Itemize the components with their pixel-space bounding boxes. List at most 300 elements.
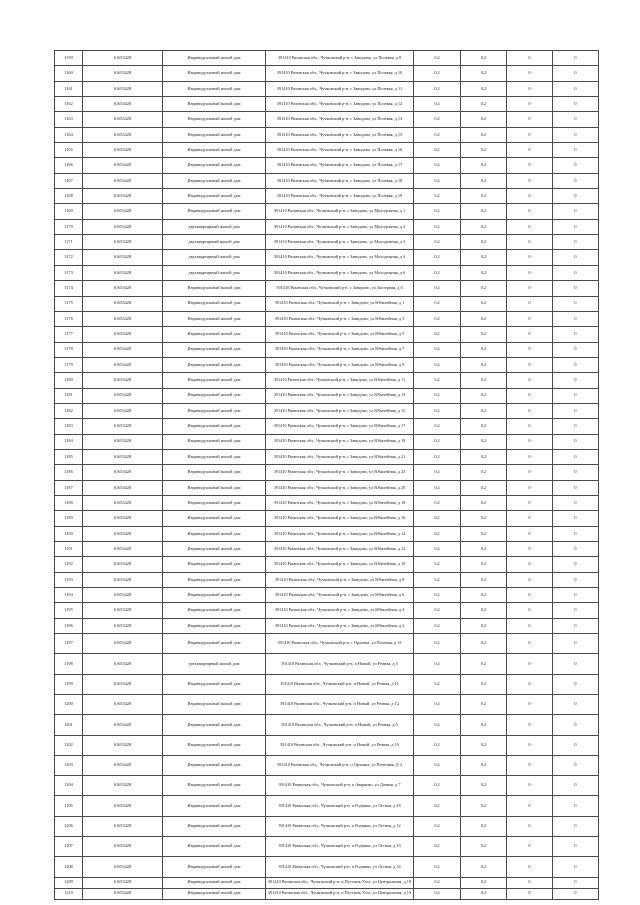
row-number-cell: 1162	[55, 97, 83, 112]
value-c-cell: 0	[507, 265, 553, 280]
oktmo-code-cell: 61653428	[83, 327, 163, 342]
value-d-cell: 0	[553, 327, 599, 342]
value-b-cell: 0,2	[461, 265, 507, 280]
value-d-cell: 0	[553, 373, 599, 388]
value-c-cell: 0	[507, 877, 553, 888]
value-a-cell: 0,2	[414, 250, 461, 265]
value-a-cell: 0,2	[414, 173, 461, 188]
value-d-cell: 0	[553, 465, 599, 480]
oktmo-code-cell: 61653428	[83, 542, 163, 557]
oktmo-code-cell: 61653428	[83, 143, 163, 158]
value-b-cell: 0,2	[461, 51, 507, 66]
oktmo-code-cell: 61653428	[83, 189, 163, 204]
table-row	[55, 373, 599, 388]
value-b-cell: 0,2	[461, 373, 507, 388]
value-c-cell: 0	[507, 572, 553, 587]
table-row	[55, 816, 599, 836]
oktmo-code-cell: 61653428	[83, 755, 163, 775]
oktmo-code-cell: 61653428	[83, 342, 163, 357]
row-number-cell: 1191	[55, 542, 83, 557]
address-cell: 391410 Рязанская обл., Чучковский р-н, п Родники, ул Лесная, д 13	[266, 837, 414, 857]
value-b-cell: 0,2	[461, 735, 507, 755]
oktmo-code-cell: 61653428	[83, 403, 163, 418]
value-c-cell: 0	[507, 449, 553, 464]
document-page	[54, 50, 598, 900]
value-a-cell: 0,2	[414, 434, 461, 449]
address-cell: 391410 Рязанская обл., Чучковский р-н, с Завидово, ул Полевая, д 10	[266, 66, 414, 81]
address-cell: 391410 Рязанская обл., Чучковский р-н, с Завидово, ул Юбилейная, д 15	[266, 403, 414, 418]
address-cell: 391410 Рязанская обл., Чучковский р-н, с Орловка, ул Полевая, д 13	[266, 634, 414, 654]
building-type-cell: Индивидуальный жилой дом	[163, 419, 266, 434]
value-b-cell: 0,2	[461, 816, 507, 836]
value-c-cell: 0	[507, 81, 553, 96]
row-number-cell: 1177	[55, 327, 83, 342]
row-number-cell: 1198	[55, 654, 83, 674]
oktmo-code-cell: 61653428	[83, 572, 163, 587]
building-type-cell: Индивидуальный жилой дом	[163, 327, 266, 342]
oktmo-code-cell: 61653428	[83, 480, 163, 495]
building-type-cell: Индивидуальный жилой дом	[163, 755, 266, 775]
value-c-cell: 0	[507, 654, 553, 674]
table-row	[55, 495, 599, 510]
value-d-cell: 0	[553, 495, 599, 510]
value-b-cell: 0,2	[461, 143, 507, 158]
address-cell: 391410 Рязанская обл., Чучковский р-н, с Завидово, ул Юбилейная, д 10	[266, 557, 414, 572]
table-row	[55, 796, 599, 816]
value-c-cell: 0	[507, 495, 553, 510]
value-d-cell: 0	[553, 694, 599, 714]
table-row	[55, 281, 599, 296]
building-type-cell: Индивидуальный жилой дом	[163, 816, 266, 836]
address-cell: 391410 Рязанская обл., Чучковский р-н, п Новый, ул Речная, д 3	[266, 654, 414, 674]
value-c-cell: 0	[507, 634, 553, 654]
row-number-cell: 1185	[55, 449, 83, 464]
oktmo-code-cell: 61653428	[83, 204, 163, 219]
table-row	[55, 204, 599, 219]
oktmo-code-cell: 61653428	[83, 857, 163, 877]
table-row	[55, 755, 599, 775]
building-type-cell: Индивидуальный жилой дом	[163, 311, 266, 326]
value-a-cell: 0,2	[414, 219, 461, 234]
building-type-cell: Индивидуальный жилой дом	[163, 888, 266, 899]
address-cell: 391410 Рязанская обл., Чучковский р-н, с Завидово, ул Заозерная, д 6	[266, 281, 414, 296]
value-d-cell: 0	[553, 97, 599, 112]
address-cell: 391410 Рязанская обл., Чучковский р-н, с Завидово, ул Юбилейная, д 1	[266, 296, 414, 311]
table-row	[55, 526, 599, 541]
address-cell: 391410 Рязанская обл., Чучковский р-н, с Завидово, ул Полевая, д 12	[266, 97, 414, 112]
table-row	[55, 634, 599, 654]
value-a-cell: 0,2	[414, 465, 461, 480]
table-row	[55, 674, 599, 694]
oktmo-code-cell: 61653428	[83, 219, 163, 234]
value-c-cell: 0	[507, 281, 553, 296]
value-c-cell: 0	[507, 715, 553, 735]
value-a-cell: 0,2	[414, 526, 461, 541]
table-row	[55, 735, 599, 755]
row-number-cell: 1200	[55, 694, 83, 714]
value-c-cell: 0	[507, 219, 553, 234]
value-a-cell: 0,2	[414, 311, 461, 326]
table-row	[55, 158, 599, 173]
address-cell: 391410 Рязанская обл., Чучковский р-н, п Новый, ул Речная, д 5	[266, 715, 414, 735]
value-a-cell: 0,2	[414, 97, 461, 112]
building-type-cell: Индивидуальный жилой дом	[163, 97, 266, 112]
value-d-cell: 0	[553, 189, 599, 204]
value-d-cell: 0	[553, 219, 599, 234]
value-b-cell: 0,2	[461, 403, 507, 418]
value-d-cell: 0	[553, 204, 599, 219]
value-c-cell: 0	[507, 542, 553, 557]
building-type-cell: Индивидуальный жилой дом	[163, 189, 266, 204]
row-number-cell: 1189	[55, 511, 83, 526]
building-type-cell: Индивидуальный жилой дом	[163, 588, 266, 603]
address-cell: 391410 Рязанская обл., Чучковский р-н, с Завидово, ул Молодежная, д 3	[266, 235, 414, 250]
address-cell: 391410 Рязанская обл., Чучковский р-н, с Завидово, ул Юбилейная, д 2	[266, 618, 414, 633]
table-row	[55, 51, 599, 66]
row-number-cell: 1206	[55, 816, 83, 836]
value-a-cell: 0,2	[414, 694, 461, 714]
value-b-cell: 0,2	[461, 66, 507, 81]
value-d-cell: 0	[553, 342, 599, 357]
value-a-cell: 0,2	[414, 634, 461, 654]
value-d-cell: 0	[553, 877, 599, 888]
value-a-cell: 0,2	[414, 342, 461, 357]
value-a-cell: 0,2	[414, 776, 461, 796]
oktmo-code-cell: 61653428	[83, 618, 163, 633]
value-a-cell: 0,2	[414, 66, 461, 81]
row-number-cell: 1194	[55, 588, 83, 603]
value-c-cell: 0	[507, 127, 553, 142]
oktmo-code-cell: 61653428	[83, 66, 163, 81]
value-d-cell: 0	[553, 158, 599, 173]
oktmo-code-cell: 61653428	[83, 557, 163, 572]
value-b-cell: 0,2	[461, 311, 507, 326]
oktmo-code-cell: 61653428	[83, 419, 163, 434]
oktmo-code-cell: 61653428	[83, 127, 163, 142]
building-type-cell: Индивидуальный жилой дом	[163, 837, 266, 857]
value-b-cell: 0,2	[461, 189, 507, 204]
value-c-cell: 0	[507, 112, 553, 127]
row-number-cell: 1173	[55, 265, 83, 280]
value-a-cell: 0,2	[414, 419, 461, 434]
oktmo-code-cell: 61653428	[83, 511, 163, 526]
value-d-cell: 0	[553, 51, 599, 66]
table-row	[55, 480, 599, 495]
row-number-cell: 1180	[55, 373, 83, 388]
address-cell: 391410 Рязанская обл., Чучковский р-н, с Завидово, ул Юбилейная, д 3	[266, 311, 414, 326]
value-d-cell: 0	[553, 403, 599, 418]
row-number-cell: 1159	[55, 51, 83, 66]
value-b-cell: 0,2	[461, 296, 507, 311]
building-type-cell: Индивидуальный жилой дом	[163, 857, 266, 877]
value-d-cell: 0	[553, 618, 599, 633]
value-a-cell: 0,2	[414, 557, 461, 572]
building-type-cell: Индивидуальный жилой дом	[163, 342, 266, 357]
building-type-cell: Индивидуальный жилой дом	[163, 434, 266, 449]
value-d-cell: 0	[553, 634, 599, 654]
oktmo-code-cell: 61653428	[83, 495, 163, 510]
table-row	[55, 588, 599, 603]
oktmo-code-cell: 61653428	[83, 588, 163, 603]
table-row	[55, 434, 599, 449]
value-d-cell: 0	[553, 281, 599, 296]
table-row	[55, 877, 599, 888]
building-type-cell: двухквартирный жилой дом	[163, 235, 266, 250]
value-c-cell: 0	[507, 189, 553, 204]
value-b-cell: 0,2	[461, 204, 507, 219]
table-row	[55, 542, 599, 557]
oktmo-code-cell: 61653428	[83, 526, 163, 541]
building-type-cell: Индивидуальный жилой дом	[163, 204, 266, 219]
table-row	[55, 81, 599, 96]
value-d-cell: 0	[553, 816, 599, 836]
value-c-cell: 0	[507, 403, 553, 418]
table-row	[55, 296, 599, 311]
oktmo-code-cell: 61653428	[83, 715, 163, 735]
address-cell: 391410 Рязанская обл., Чучковский р-н, с Завидово, ул Юбилейная, д 18	[266, 495, 414, 510]
oktmo-code-cell: 61653428	[83, 796, 163, 816]
address-cell: 391410 Рязанская обл., Чучковский р-н, п Родники, ул Лесная, д 12	[266, 816, 414, 836]
value-a-cell: 0,2	[414, 816, 461, 836]
address-cell: 391410 Рязанская обл., Чучковский р-н, с Завидово, ул Молодежная, д 4	[266, 250, 414, 265]
oktmo-code-cell: 61653428	[83, 603, 163, 618]
value-a-cell: 0,2	[414, 449, 461, 464]
value-c-cell: 0	[507, 342, 553, 357]
value-c-cell: 0	[507, 694, 553, 714]
oktmo-code-cell: 61653428	[83, 634, 163, 654]
table-row	[55, 557, 599, 572]
row-number-cell: 1204	[55, 776, 83, 796]
value-b-cell: 0,2	[461, 219, 507, 234]
value-a-cell: 0,2	[414, 588, 461, 603]
value-c-cell: 0	[507, 143, 553, 158]
table-row	[55, 342, 599, 357]
value-b-cell: 0,2	[461, 357, 507, 372]
value-c-cell: 0	[507, 296, 553, 311]
value-b-cell: 0,2	[461, 542, 507, 557]
row-number-cell: 1209	[55, 877, 83, 888]
address-cell: 391410 Рязанская обл., Чучковский р-н, с Завидово, ул Юбилейная, д 20	[266, 480, 414, 495]
building-type-cell: Индивидуальный жилой дом	[163, 158, 266, 173]
building-type-cell: двухквартирный жилой дом	[163, 265, 266, 280]
row-number-cell: 1166	[55, 158, 83, 173]
building-type-cell: Индивидуальный жилой дом	[163, 143, 266, 158]
row-number-cell: 1179	[55, 357, 83, 372]
building-type-cell: Индивидуальный жилой дом	[163, 674, 266, 694]
value-b-cell: 0,2	[461, 715, 507, 735]
building-type-cell: Индивидуальный жилой дом	[163, 557, 266, 572]
row-number-cell: 1190	[55, 526, 83, 541]
address-cell: 391410 Рязанская обл., Чучковский р-н, п Родники, ул Лесная, д 34	[266, 857, 414, 877]
value-b-cell: 0,2	[461, 557, 507, 572]
table-row	[55, 603, 599, 618]
address-cell: 391410 Рязанская обл., Чучковский р-н, с Завидово, ул Юбилейная, д 19	[266, 434, 414, 449]
address-cell: 391410 Рязанская обл., Чучковский р-н, с Завидово, ул Юбилейная, д 17	[266, 419, 414, 434]
value-c-cell: 0	[507, 388, 553, 403]
building-type-cell: Индивидуальный жилой дом	[163, 542, 266, 557]
value-b-cell: 0,2	[461, 434, 507, 449]
address-cell: 391410 Рязанская обл., Чучковский р-н, с Завидово, ул Полевая, д 18	[266, 173, 414, 188]
value-c-cell: 0	[507, 603, 553, 618]
row-number-cell: 1210	[55, 888, 83, 899]
oktmo-code-cell: 61653428	[83, 112, 163, 127]
table-row	[55, 776, 599, 796]
value-c-cell: 0	[507, 857, 553, 877]
value-d-cell: 0	[553, 449, 599, 464]
value-c-cell: 0	[507, 235, 553, 250]
row-number-cell: 1196	[55, 618, 83, 633]
value-a-cell: 0,2	[414, 715, 461, 735]
value-d-cell: 0	[553, 572, 599, 587]
value-a-cell: 0,2	[414, 735, 461, 755]
value-c-cell: 0	[507, 618, 553, 633]
value-d-cell: 0	[553, 735, 599, 755]
value-a-cell: 0,2	[414, 480, 461, 495]
value-d-cell: 0	[553, 66, 599, 81]
value-c-cell: 0	[507, 735, 553, 755]
address-cell: 391410 Рязанская обл., Чучковский р-н, п Пустынь Угол, ул Центральная, д 18	[266, 877, 414, 888]
value-a-cell: 0,2	[414, 327, 461, 342]
building-type-cell: Индивидуальный жилой дом	[163, 877, 266, 888]
table-row	[55, 449, 599, 464]
value-c-cell: 0	[507, 465, 553, 480]
row-number-cell: 1197	[55, 634, 83, 654]
value-c-cell: 0	[507, 511, 553, 526]
building-type-cell: Индивидуальный жилой дом	[163, 694, 266, 714]
address-cell: 391410 Рязанская обл., Чучковский р-н, с Завидово, ул Полевая, д 11	[266, 81, 414, 96]
value-d-cell: 0	[553, 127, 599, 142]
building-type-cell: Индивидуальный жилой дом	[163, 281, 266, 296]
building-type-cell: двухквартирный жилой дом	[163, 250, 266, 265]
row-number-cell: 1174	[55, 281, 83, 296]
row-number-cell: 1161	[55, 81, 83, 96]
value-a-cell: 0,2	[414, 281, 461, 296]
building-type-cell: Индивидуальный жилой дом	[163, 776, 266, 796]
oktmo-code-cell: 61653428	[83, 250, 163, 265]
oktmo-code-cell: 61653428	[83, 449, 163, 464]
address-cell: 391410 Рязанская обл., Чучковский р-н, с Завидово, ул Молодежная, д 6	[266, 265, 414, 280]
row-number-cell: 1170	[55, 219, 83, 234]
building-type-cell: Индивидуальный жилой дом	[163, 81, 266, 96]
table-row	[55, 250, 599, 265]
building-type-cell: Индивидуальный жилой дом	[163, 511, 266, 526]
table-row	[55, 618, 599, 633]
value-d-cell: 0	[553, 796, 599, 816]
row-number-cell: 1167	[55, 173, 83, 188]
row-number-cell: 1184	[55, 434, 83, 449]
table-row	[55, 357, 599, 372]
value-a-cell: 0,2	[414, 373, 461, 388]
value-a-cell: 0,2	[414, 189, 461, 204]
building-type-cell: Индивидуальный жилой дом	[163, 127, 266, 142]
oktmo-code-cell: 61653428	[83, 877, 163, 888]
building-type-cell: Индивидуальный жилой дом	[163, 173, 266, 188]
address-cell: 391410 Рязанская обл., Чучковский р-н, с Завидово, ул Юбилейная, д 16	[266, 511, 414, 526]
table-row	[55, 694, 599, 714]
row-number-cell: 1201	[55, 715, 83, 735]
value-a-cell: 0,2	[414, 888, 461, 899]
value-c-cell: 0	[507, 357, 553, 372]
value-d-cell: 0	[553, 603, 599, 618]
row-number-cell: 1187	[55, 480, 83, 495]
oktmo-code-cell: 61653428	[83, 235, 163, 250]
value-d-cell: 0	[553, 888, 599, 899]
value-a-cell: 0,2	[414, 296, 461, 311]
building-type-cell: Индивидуальный жилой дом	[163, 357, 266, 372]
table-row	[55, 654, 599, 674]
table-row	[55, 572, 599, 587]
building-type-cell: Индивидуальный жилой дом	[163, 796, 266, 816]
value-b-cell: 0,2	[461, 776, 507, 796]
housing-table	[54, 50, 599, 900]
address-cell: 391410 Рязанская обл., Чучковский р-н, с Завидово, ул Юбилейная, д 4	[266, 603, 414, 618]
value-a-cell: 0,2	[414, 542, 461, 557]
row-number-cell: 1182	[55, 403, 83, 418]
value-a-cell: 0,2	[414, 618, 461, 633]
address-cell: 391410 Рязанская обл., Чучковский р-н, п Родники, ул Лесная, д 18	[266, 796, 414, 816]
value-d-cell: 0	[553, 112, 599, 127]
table-row	[55, 837, 599, 857]
address-cell: 391410 Рязанская обл., Чучковский р-н, п Орловка, ул Почтовая, Д 2	[266, 755, 414, 775]
value-b-cell: 0,2	[461, 588, 507, 603]
value-a-cell: 0,2	[414, 654, 461, 674]
oktmo-code-cell: 61653428	[83, 357, 163, 372]
value-b-cell: 0,2	[461, 281, 507, 296]
value-b-cell: 0,2	[461, 694, 507, 714]
value-a-cell: 0,2	[414, 388, 461, 403]
row-number-cell: 1172	[55, 250, 83, 265]
oktmo-code-cell: 61653428	[83, 97, 163, 112]
row-number-cell: 1183	[55, 419, 83, 434]
value-d-cell: 0	[553, 296, 599, 311]
table-row	[55, 857, 599, 877]
value-c-cell: 0	[507, 480, 553, 495]
address-cell: 391410 Рязанская обл., Чучковский р-н, с Завидово, ул Юбилейная, д 11	[266, 373, 414, 388]
row-number-cell: 1193	[55, 572, 83, 587]
value-b-cell: 0,2	[461, 634, 507, 654]
value-d-cell: 0	[553, 654, 599, 674]
value-a-cell: 0,2	[414, 143, 461, 158]
value-b-cell: 0,2	[461, 618, 507, 633]
address-cell: 391410 Рязанская обл., Чучковский р-н, с Завидово, ул Молодежная, д 2	[266, 219, 414, 234]
value-d-cell: 0	[553, 357, 599, 372]
value-b-cell: 0,2	[461, 888, 507, 899]
value-d-cell: 0	[553, 419, 599, 434]
value-a-cell: 0,2	[414, 877, 461, 888]
value-b-cell: 0,2	[461, 235, 507, 250]
row-number-cell: 1199	[55, 674, 83, 694]
value-c-cell: 0	[507, 888, 553, 899]
row-number-cell: 1168	[55, 189, 83, 204]
address-cell: 391410 Рязанская обл., Чучковский р-н, с Завидово, ул Юбилейная, д 12	[266, 542, 414, 557]
building-type-cell: Индивидуальный жилой дом	[163, 715, 266, 735]
row-number-cell: 1164	[55, 127, 83, 142]
value-a-cell: 0,2	[414, 511, 461, 526]
value-b-cell: 0,2	[461, 173, 507, 188]
building-type-cell: Индивидуальный жилой дом	[163, 618, 266, 633]
row-number-cell: 1181	[55, 388, 83, 403]
address-cell: 391410 Рязанская обл., Чучковский р-н, п Пустынь Угол, ул Центральная, д 19	[266, 888, 414, 899]
value-c-cell: 0	[507, 755, 553, 775]
address-cell: 391410 Рязанская обл., Чучковский р-н, с Завидово, ул Полевая, д 16	[266, 143, 414, 158]
value-c-cell: 0	[507, 816, 553, 836]
value-d-cell: 0	[553, 143, 599, 158]
value-c-cell: 0	[507, 158, 553, 173]
value-b-cell: 0,2	[461, 158, 507, 173]
building-type-cell: Индивидуальный жилой дом	[163, 526, 266, 541]
address-cell: 391410 Рязанская обл., Чучковский р-н, п Новый, ул Речная, д 11	[266, 674, 414, 694]
value-d-cell: 0	[553, 81, 599, 96]
